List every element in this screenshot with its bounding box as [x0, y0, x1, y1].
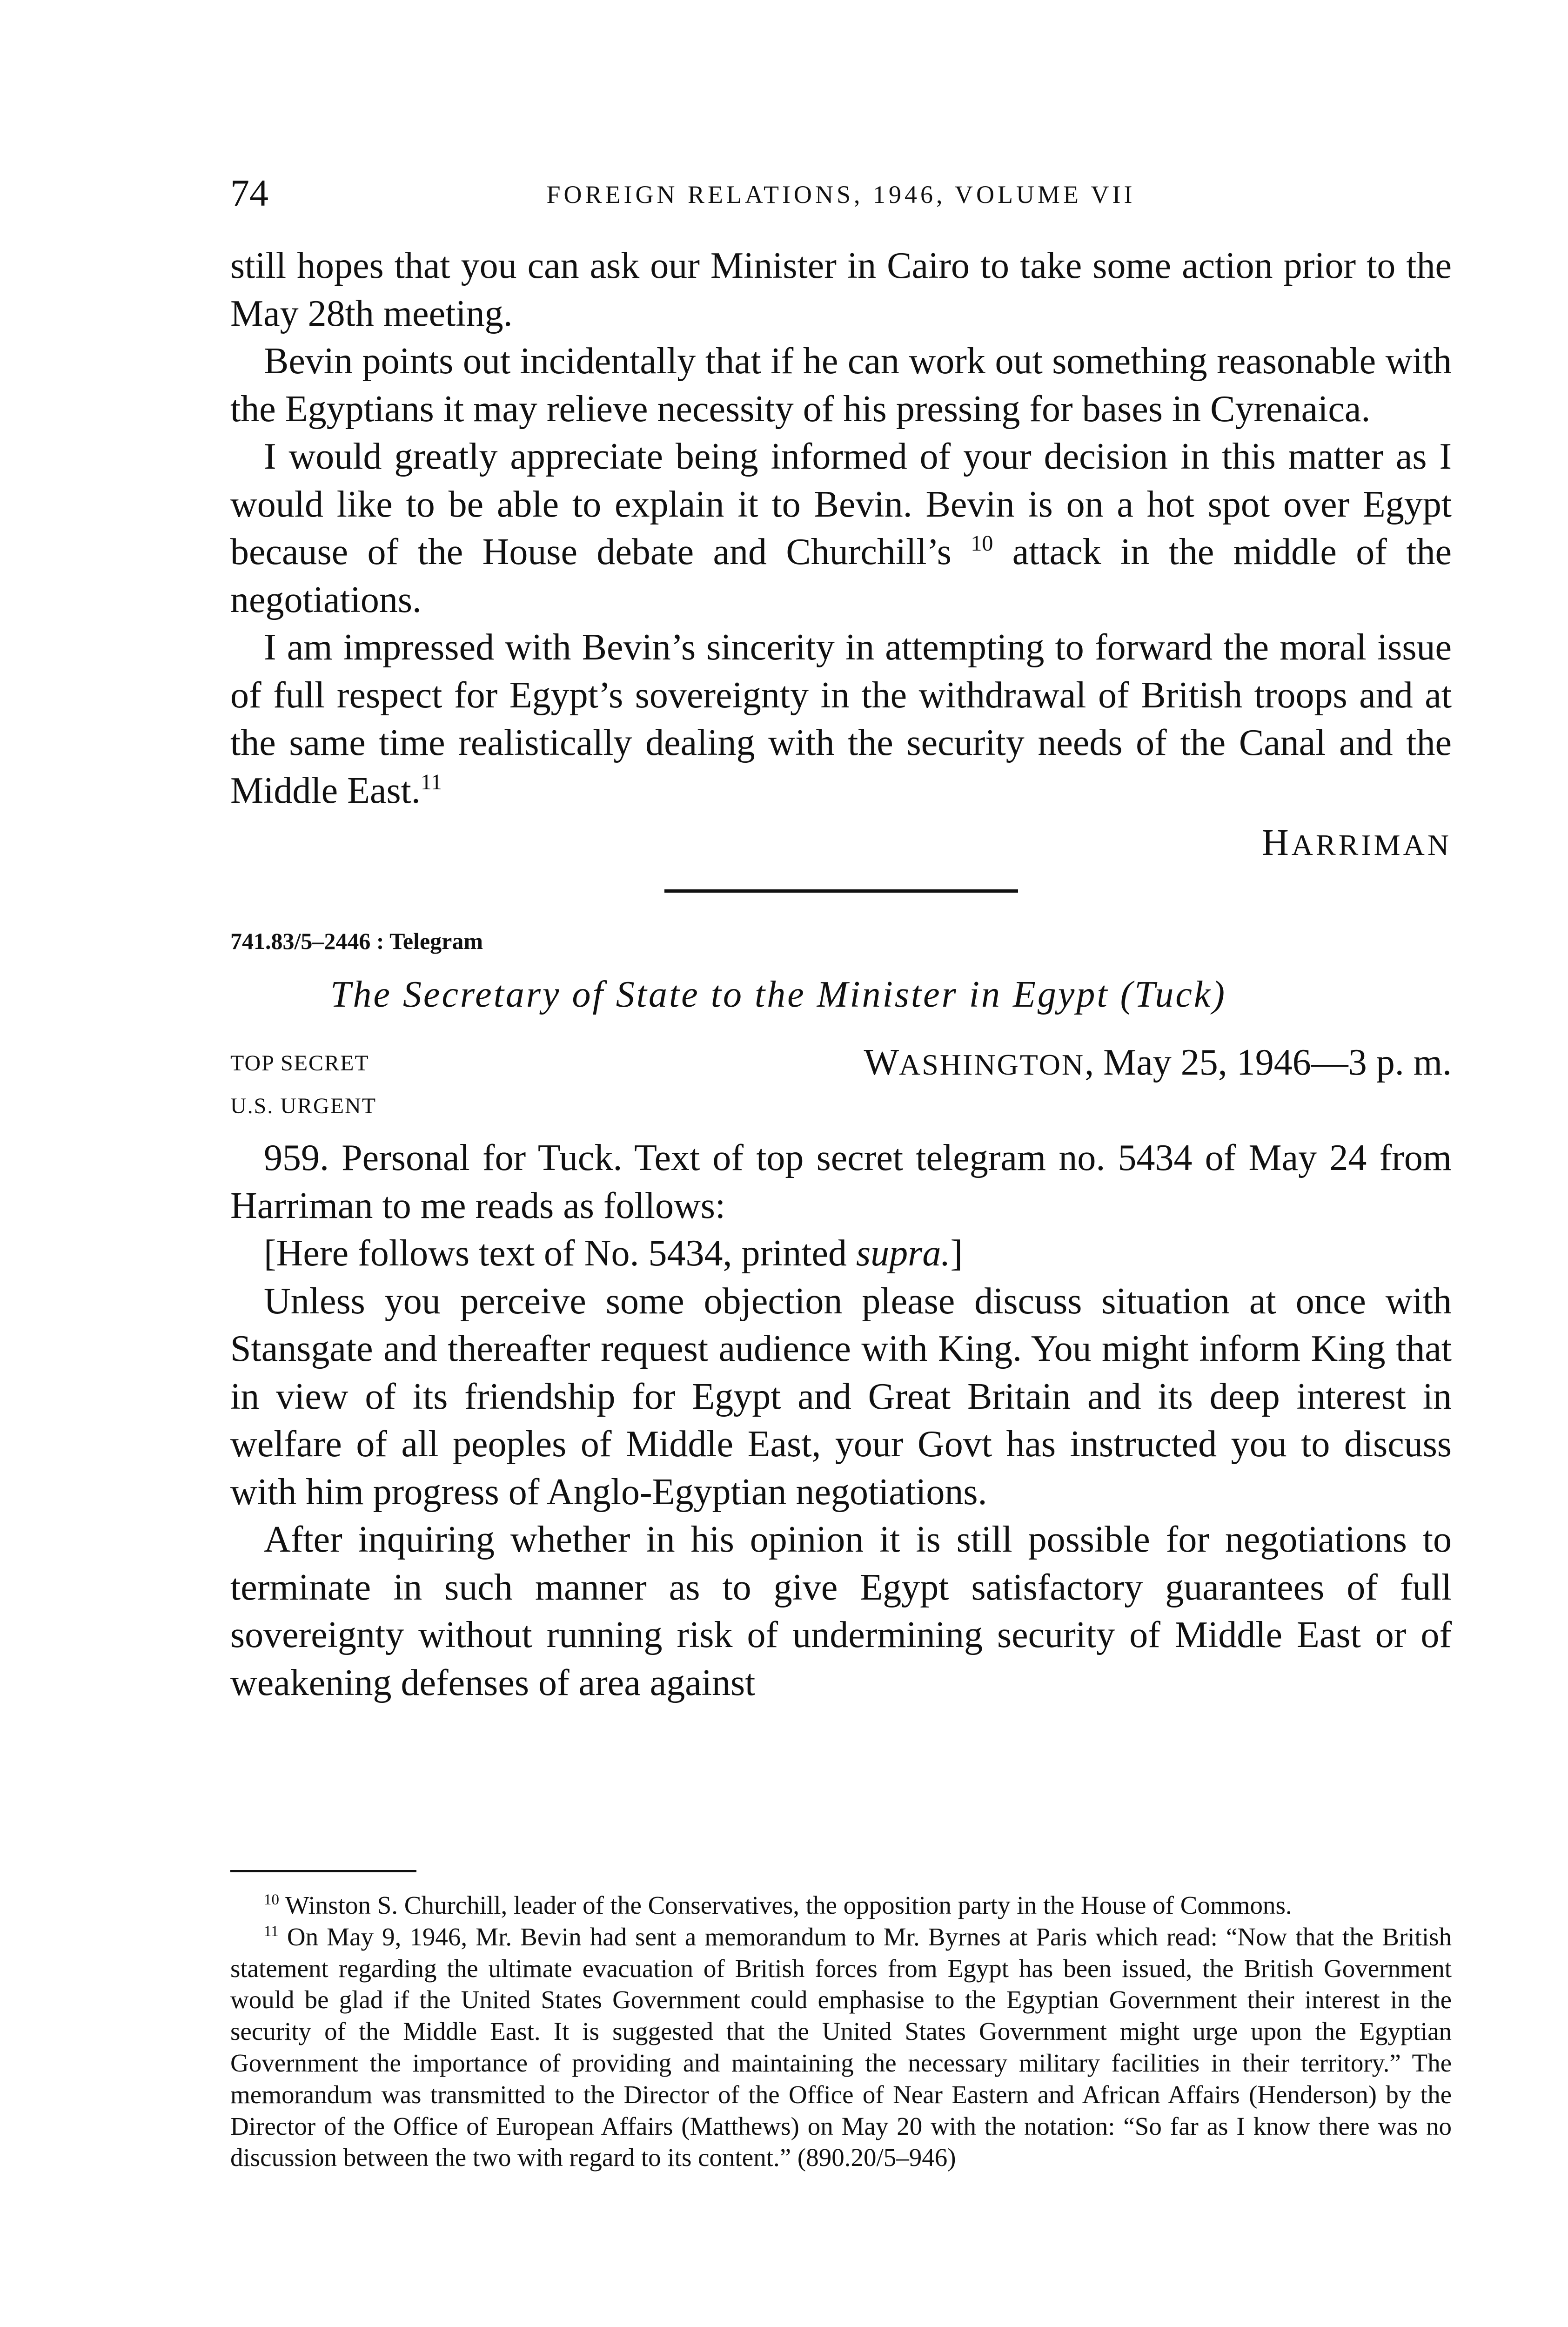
footnote-divider [230, 1870, 416, 1872]
page-number: 74 [230, 172, 268, 214]
dateline-row [230, 1039, 1452, 1088]
paragraph: Unless you perceive some objection please discuss situation at once with Stansgate and thereafter request audience with King. You might inform King that in view of its friendship for Egypt and Great Britain and its deep interest in welfare of all peoples of Middle East, your Govt has instructed you to discuss with him progress of Anglo-Egyptian negotiations. [230, 1280, 1452, 1513]
paragraph-text: attack in the middle of the negotiations. [230, 531, 1452, 620]
footnote [230, 1890, 1452, 1921]
dateline [864, 1039, 1452, 1089]
main-text [230, 242, 1452, 1707]
paragraph-text: ] [950, 1233, 963, 1274]
running-head [230, 170, 1452, 216]
paragraph [230, 1230, 1452, 1278]
footnote-text: Winston S. Churchill, leader of the Conservatives, the opposition party in the House of Commons. [285, 1891, 1292, 1919]
paragraph: Bevin points out incidentally that if he can work out something reasonable with the Egyptians it may relieve necessity of his pressing for bases in Cyrenaica. [230, 341, 1452, 430]
file-reference: 741.83/5–2446 : Telegram [230, 928, 483, 954]
footnotes [230, 1890, 1452, 2173]
footnote-ref[interactable]: 10 [971, 531, 993, 556]
signature-initial: H [1261, 822, 1292, 863]
place-initial: W [864, 1042, 899, 1083]
paragraph-text: I am impressed with Bevin’s sincerity in attempting to forward the moral issue of full respect for Egypt’s sovereignty in the withdrawal of British troops and at the same time realistically dealing with the security needs of the Canal and the Middle East. [230, 627, 1452, 811]
paragraph-text: I would greatly appreciate being informed of your decision in this matter as I would like to be able to explain it to Bevin. Bevin is on a hot spot over Egypt because of the House debate and Churchill’s [230, 436, 1452, 572]
date: , May 25, 1946—3 p. m. [1085, 1042, 1452, 1083]
paragraph-text: [Here follows text of No. 5434, printed [264, 1233, 847, 1274]
footnote-mark: 10 [264, 1891, 279, 1909]
paragraph [230, 433, 1452, 624]
place-rest: ASHINGTON [898, 1048, 1085, 1081]
section-divider [664, 889, 1018, 893]
footnote-mark: 11 [264, 1923, 279, 1940]
classification: TOP SECRET [230, 1051, 369, 1076]
signature-rest: ARRIMAN [1291, 828, 1452, 861]
document-title: The Secretary of State to the Minister in Egypt (Tuck) [330, 974, 1226, 1015]
footnote-text: On May 9, 1946, Mr. Bevin had sent a memorandum to Mr. Byrnes at Paris which read: “Now that the British statement regarding the ultimate evacuation of British forces from Egypt has been issued, the British Government would be glad if the United States Government could emphasise to the Egyptian Government their interest in the security of the Middle East. It is suggested that the United States Government might urge upon the Egyptian Government the importance of providing and maintaining the necessary military facilities in their territory.” The memorandum was transmitted to the Director of the Office of Near Eastern and African Affairs (Henderson) by the Director of the Office of European Affairs (Matthews) on May 20 with the notation: “So far as I know there was no discussion between the two with regard to its content.” (890.20/5–946) [230, 1922, 1452, 2172]
footnote [230, 1921, 1452, 2173]
running-title: FOREIGN RELATIONS, 1946, VOLUME VII [546, 181, 1136, 208]
paragraph: 959. Personal for Tuck. Text of top secret telegram no. 5434 of May 24 from Harriman to me reads as follows: [230, 1137, 1452, 1226]
signature [230, 817, 1452, 871]
paragraph: After inquiring whether in his opinion it is still possible for negotiations to terminate in such manner as to give Egypt satisfactory guarantees of full sovereignty without running risk of undermining security of Middle East or of weakening defenses of area against [230, 1519, 1452, 1703]
precedence: U.S. URGENT [230, 1094, 377, 1118]
footnote-ref[interactable]: 11 [420, 769, 442, 794]
paragraph: still hopes that you can ask our Minister in Cairo to take some action prior to the May 28th meeting. [230, 245, 1452, 334]
paragraph [230, 624, 1452, 814]
paragraph-emphasis: supra. [856, 1233, 951, 1274]
